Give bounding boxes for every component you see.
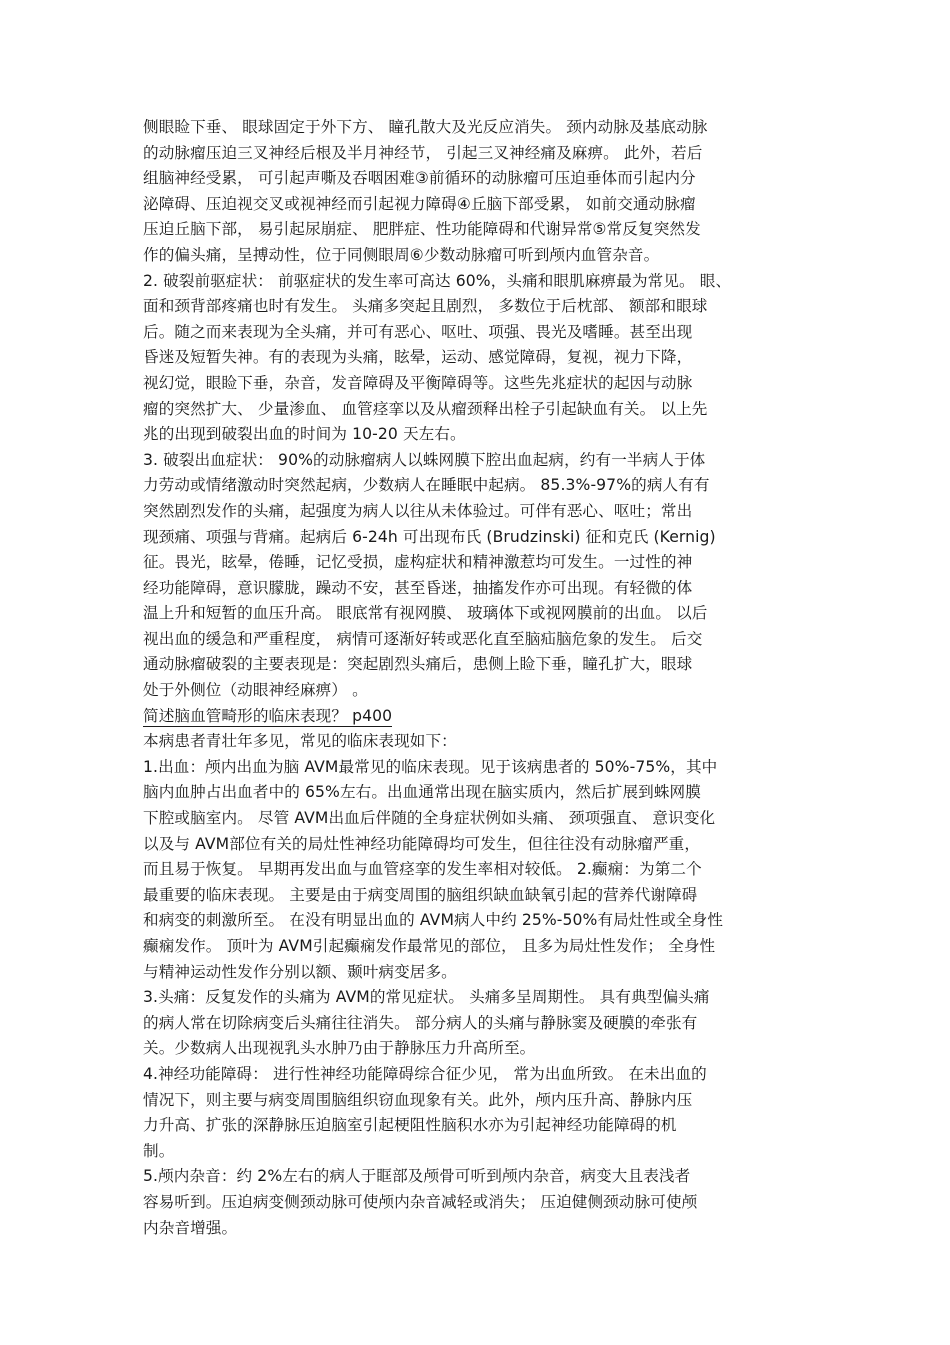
text-line: 3.头痛：反复发作的头痛为 AVM的常见症状。 头痛多呈周期性。 具有典型偏头痛 (143, 988, 710, 1007)
text-line: 最重要的临床表现。 主要是由于病变周围的脑组织缺血缺氧引起的营养代谢障碍 (143, 885, 698, 904)
text-line: 征。畏光，眩晕，倦睡，记忆受损，虚构症状和精神激惹均可发生。一过性的神 (143, 553, 693, 572)
text-line: 处于外侧位（动眼神经麻痹） 。 (143, 681, 368, 700)
text-line: 5.颅内杂音：约 2%左右的病人于眶部及颅骨可听到颅内杂音，病变大且表浅者 (143, 1167, 691, 1186)
text-line: 作的偏头痛，呈搏动性，位于同侧眼周⑥少数动脉瘤可听到颅内血管杂音。 (143, 245, 660, 264)
text-line: 经功能障碍，意识朦胧，躁动不安，甚至昏迷，抽搐发作亦可出现。有轻微的体 (143, 578, 693, 597)
text-line: 下腔或脑室内。 尽管 AVM出血后伴随的全身症状例如头痛、 颈项强直、 意识变化 (143, 809, 716, 828)
text-line: 通动脉瘤破裂的主要表现是：突起剧烈头痛后，患侧上睑下垂，瞳孔扩大，眼球 (143, 655, 693, 674)
text-line: 侧眼睑下垂、 眼球固定于外下方、 瞳孔散大及光反应消失。 颈内动脉及基底动脉 (143, 118, 708, 136)
text-line: 制。 (143, 1141, 175, 1160)
text-line: 视出血的缓急和严重程度， 病情可逐渐好转或恶化直至脑疝脑危象的发生。 后交 (143, 629, 703, 648)
text-line: 昏迷及短暂失神。有的表现为头痛，眩晕，运动、感觉障碍，复视，视力下降， (143, 348, 693, 367)
text-line: 的动脉瘤压迫三叉神经后根及半月神经节， 引起三叉神经痛及麻痹。 此外，若后 (143, 143, 703, 162)
text-line: 视幻觉，眼睑下垂，杂音，发音障碍及平衡障碍等。这些先兆症状的起因与动脉 (143, 373, 693, 392)
text-line: 脑内血肿占出血者中的 65%左右。出血通常出现在脑实质内，然后扩展到蛛网膜 (143, 783, 701, 802)
text-line: 本病患者青壮年多见，常见的临床表现如下： (143, 732, 457, 751)
text-line: 温上升和短暂的血压升高。 眼底常有视网膜、 玻璃体下或视网膜前的出血。 以后 (143, 604, 708, 623)
text-line: 与精神运动性发作分别以额、颞叶病变居多。 (143, 962, 457, 981)
text-line: 3. 破裂出血症状： 90%的动脉瘤病人以蛛网膜下腔出血起病，约有一半病人于体 (143, 450, 706, 469)
text-line: 的病人常在切除病变后头痛往往消失。 部分病人的头痛与静脉窦及硬膜的牵张有 (143, 1013, 698, 1032)
text-line: 癫痫发作。 顶叶为 AVM引起癫痫发作最常见的部位， 且多为局灶性发作； 全身性 (143, 937, 716, 955)
text-line: 情况下，则主要与病变周围脑组织窃血现象有关。此外，颅内压升高、静脉内压 (143, 1090, 693, 1109)
document-body (143, 115, 808, 1241)
text-line: 容易听到。压迫病变侧颈动脉可使颅内杂音减轻或消失； 压迫健侧颈动脉可使颅 (143, 1192, 698, 1211)
text-line: 泌障碍、压迫视交叉或视神经而引起视力障碍④丘脑下部受累， 如前交通动脉瘤 (143, 194, 696, 213)
text-line: 内杂音增强。 (143, 1218, 238, 1237)
text-line: 1.出血：颅内出血为脑 AVM最常见的临床表现。见于该病患者的 50%-75%，其中 (143, 757, 718, 776)
text-line: 2. 破裂前驱症状： 前驱症状的发生率可高达 60%，头痛和眼肌麻痹最为常见。 眼、 (143, 271, 732, 290)
text-line: 力劳动或情绪激动时突然起病，少数病人在睡眠中起病。 85.3%-97%的病人有有 (143, 476, 710, 495)
text-line: 力升高、扩张的深静脉压迫脑室引起梗阻性脑积水亦为引起神经功能障碍的机 (143, 1116, 677, 1135)
text-line: 而且易于恢复。 早期再发出血与血管痉挛的发生率相对较低。 2.癫痫：为第二个 (143, 860, 702, 879)
text-line: 关。少数病人出现视乳头水肿乃由于静脉压力升高所至。 (143, 1039, 536, 1058)
text-line: 后。随之而来表现为全头痛，并可有恶心、呕吐、项强、畏光及嗜睡。甚至出现 (143, 322, 693, 341)
text-line: 现颈痛、项强与背痛。起病后 6-24h 可出现布氏 (Brudzinski) 征和克氏 (Kernig) (143, 527, 716, 546)
text-line: 面和颈背部疼痛也时有发生。 头痛多突起且剧烈， 多数位于后枕部、 额部和眼球 (143, 297, 708, 316)
text-line: 突然剧烈发作的头痛，起强度为病人以往从未体验过。可伴有恶心、呕吐；常出 (143, 501, 693, 520)
section-heading: 简述脑血管畸形的临床表现？ p400 (143, 706, 393, 725)
text-line: 兆的出现到破裂出血的时间为 10-20 天左右。 (143, 425, 466, 444)
text-line: 瘤的突然扩大、 少量渗血、 血管痉挛以及从瘤颈释出栓子引起缺血有关。 以上先 (143, 399, 708, 418)
text-line: 以及与 AVM部位有关的局灶性神经功能障碍均可发生，但往往没有动脉瘤严重， (143, 834, 701, 853)
text-line: 4.神经功能障碍： 进行性神经功能障碍综合征少见， 常为出血所致。 在未出血的 (143, 1064, 707, 1083)
text-line: 组脑神经受累， 可引起声嘶及吞咽困难③前循环的动脉瘤可压迫垂体而引起内分 (143, 169, 696, 188)
text-line: 和病变的刺激所至。 在没有明显出血的 AVM病人中约 25%-50%有局灶性或全身性 (143, 911, 724, 930)
text-line: 压迫丘脑下部， 易引起尿崩症、 肥胖症、性功能障碍和代谢异常⑤常反复突然发 (143, 220, 701, 239)
section-heading-line (143, 704, 808, 730)
